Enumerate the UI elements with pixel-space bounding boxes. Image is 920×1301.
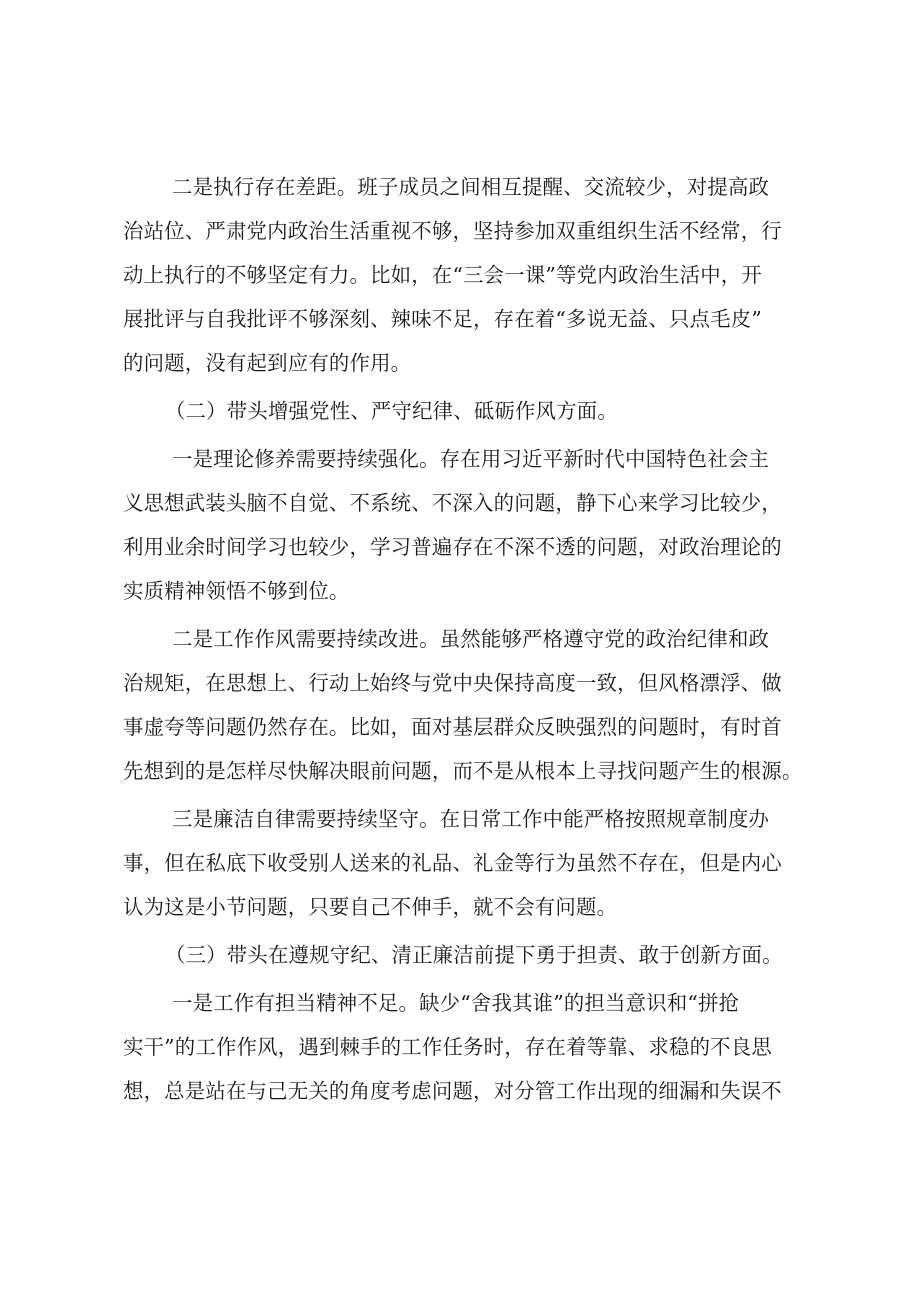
text-line: 的问题，没有起到应有的作用。 [123, 351, 412, 375]
text-line: 动上执行的不够坚定有力。比如，在“三会一课”等党内政治生活中，开 [123, 263, 762, 287]
text-line: 一是工作有担当精神不足。缺少“舍我其谁”的担当意识和“拼抢 [172, 991, 740, 1015]
text-line: 一是理论修养需要持续强化。存在用习近平新时代中国特色社会主 [172, 447, 770, 471]
text-line: 治规矩，在思想上、行动上始终与党中央保持高度一致，但风格漂浮、做 [123, 671, 782, 695]
text-line: 展批评与自我批评不够深刻、辣味不足，存在着“多说无益、只点毛皮” [123, 307, 762, 331]
text-line: 先想到的是怎样尽快解决眼前问题，而不是从根本上寻找问题产生的根源。 [123, 759, 803, 783]
text-line: 实干”的工作作风，遇到棘手的工作任务时，存在着等靠、求稳的不良思 [123, 1035, 772, 1059]
text-line: 想，总是站在与己无关的角度考虑问题，对分管工作出现的细漏和失误不 [123, 1079, 782, 1103]
text-line: 事虚夸等问题仍然存在。比如，面对基层群众反映强烈的问题时，有时首 [123, 715, 782, 739]
text-line: 二是执行存在差距。班子成员之间相互提醒、交流较少，对提高政 [172, 175, 770, 199]
text-line: 治站位、严肃党内政治生活重视不够，坚持参加双重组织生活不经常，行 [123, 219, 782, 243]
text-line: 利用业余时间学习也较少，学习普遍存在不深不透的问题，对政治理论的 [123, 535, 782, 559]
text-line: 实质精神领悟不够到位。 [123, 579, 350, 603]
section-heading: （三）带头在遵规守纪、清正廉洁前提下勇于担责、敢于创新方面。 [165, 943, 783, 967]
text-line: 二是工作作风需要持续改进。虽然能够严格遵守党的政治纪律和政 [172, 627, 770, 651]
section-heading: （二）带头增强党性、严守纪律、砥砺作风方面。 [165, 399, 618, 423]
text-line: 三是廉洁自律需要持续坚守。在日常工作中能严格按照规章制度办 [172, 807, 770, 831]
text-line: 义思想武装头脑不自觉、不系统、不深入的问题，静下心来学习比较少， [123, 491, 782, 515]
text-line: 事，但在私底下收受别人送来的礼品、礼金等行为虽然不存在，但是内心 [123, 851, 782, 875]
text-line: 认为这是小节问题，只要自己不伸手，就不会有问题。 [123, 895, 618, 919]
